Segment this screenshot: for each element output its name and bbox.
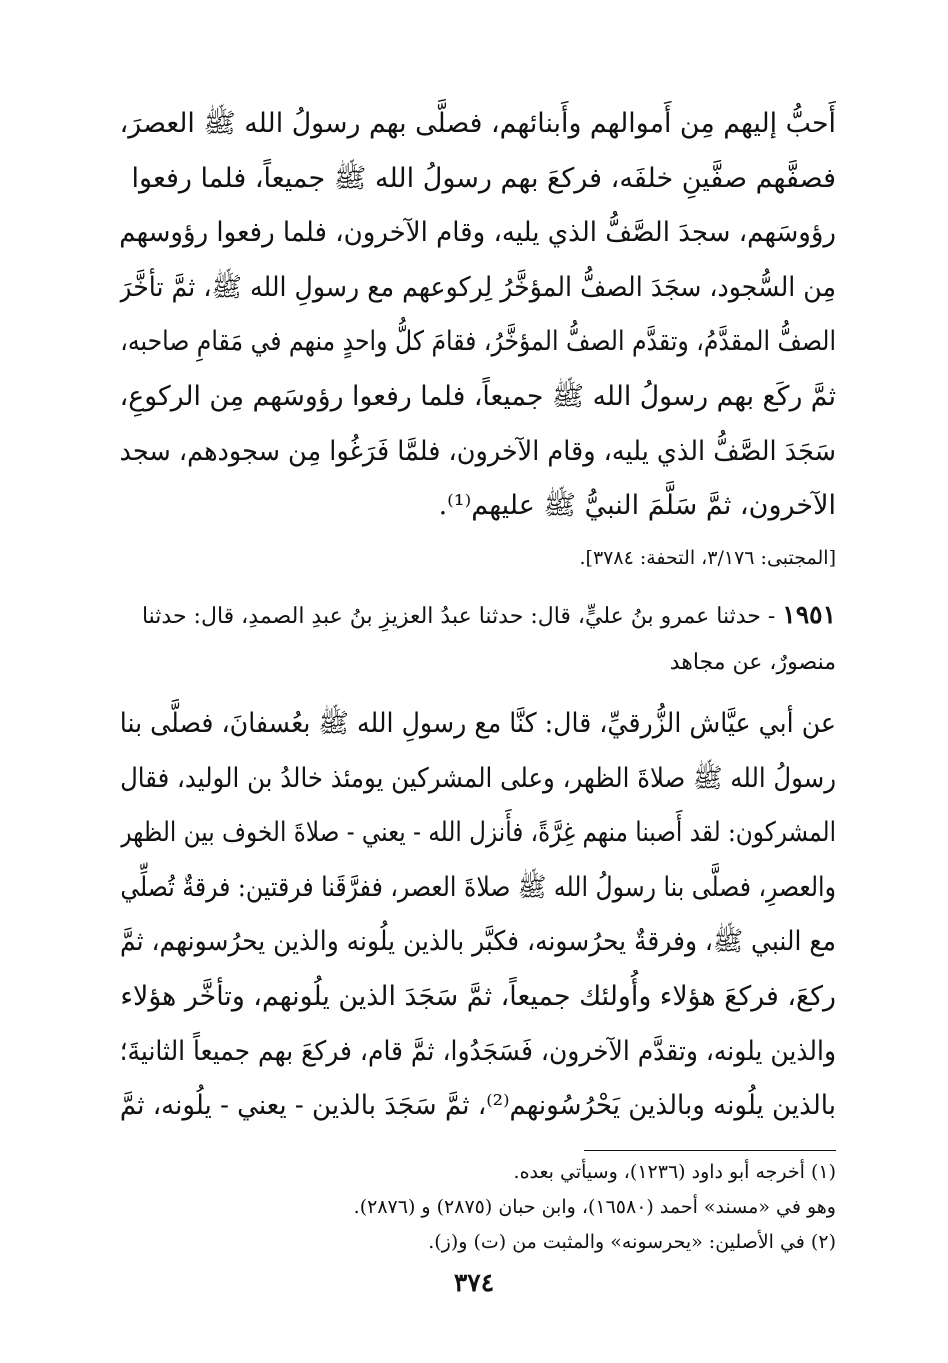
- text-line: أَحبُّ إليهم مِن أَموالهم وأَبنائهم، فصلَّى بهم رسولُ الله ﷺ العصرَ،: [120, 108, 836, 139]
- page-number: ٣٧٤: [453, 1268, 495, 1297]
- text-line: بالذين يلُونه وبالذين يَحْرُسُونهم⁽²⁾، ثمَّ سَجَدَ بالذين - يعني - يلُونه، ثمَّ: [120, 1090, 836, 1122]
- text-line: رؤوسَهم، سجدَ الصَّفُّ الذي يليه، وقام الآخرون، فلما رفعوا رؤوسهم: [119, 217, 836, 249]
- text-line: فصفَّهم صفَّينِ خلفَه، فركعَ بهم رسولُ الله ﷺ جميعاً، فلما رفعوا: [131, 162, 836, 194]
- footnote: (١) أخرجه أبو داود (١٢٣٦)، وسيأتي بعده.: [513, 1161, 836, 1183]
- hadith-chain: [120, 592, 836, 686]
- text-line: ثمَّ ركَع بهم رسولُ الله ﷺ جميعاً، فلما رفعوا رؤوسَهم مِن الركوعِ،: [119, 380, 836, 412]
- text-line: الصفُّ المقدَّمُ، وتقدَّم الصفُّ المؤخَّرُ، فقامَ كلُّ واحدٍ منهم في مَقامِ صاحبه،: [120, 326, 836, 358]
- footnote-divider: [584, 1150, 836, 1151]
- hadith-chain-line: منصورٌ، عن مجاهد: [669, 650, 836, 675]
- text-line: والذين يلونه، وتقدَّم الآخرون، فَسَجَدُوا، ثمَّ قام، فركعَ بهم جميعاً الثانيةَ؛: [120, 1035, 836, 1067]
- text-line: سَجَدَ الصَّفُّ الذي يليه، وقام الآخرون، فلمَّا فَرَغُوا مِن سجودهم، سجد: [119, 435, 836, 467]
- text-line: عن أبي عيَّاش الزُّرقيِّ، قال: كنَّا مع رسولِ الله ﷺ بعُسفانَ، فصلَّى بنا: [119, 708, 836, 739]
- reference-text: [المجتبى: ٣/١٧٦، التحفة: ٣٧٨٤].: [579, 547, 836, 569]
- text-line: والعصرِ، فصلَّى بنا رسولُ الله ﷺ صلاةَ العصر، ففرَّقَنا فرقتين: فرقةٌ تُصلِّي: [120, 871, 836, 903]
- paragraph-1: [120, 97, 836, 534]
- paragraph-2: [120, 697, 836, 1134]
- text-line: المشركون: لقد أَصبنا منهم غِرَّةً، فأَنزل الله - يعني - صلاةَ الخوف بين الظهر: [120, 817, 836, 849]
- footnote: (٢) في الأصلين: «يحرسونه» والمثبت من (ت) و(ز).: [428, 1231, 836, 1253]
- text-line: مِن السُّجود، سجَدَ الصفُّ المؤخَّرُ لِركوعهم مع رسولِ الله ﷺ، ثمَّ تأخَّرَ: [119, 271, 836, 303]
- hadith-chain-line: [120, 592, 836, 640]
- hadith-number: ١٩٥١: [782, 600, 836, 629]
- footnotes: [120, 1155, 836, 1260]
- text-line: رسولُ الله ﷺ صلاةَ الظهر، وعلى المشركين يومئذ خالدُ بن الوليد، فقال: [120, 762, 836, 794]
- hadith-chain-text: - حدثنا عمرو بنُ عليٍّ، قال: حدثنا عبدُ العزيزِ بنُ عبدِ الصمدِ، قال: حدثنا: [141, 604, 776, 629]
- footnote: وهو في «مسند» أحمد (١٦٥٨٠)، وابن حبان (٢٨٧٥) و (٢٨٧٦).: [353, 1196, 836, 1218]
- text-line: ركعَ، فركعَ هؤلاء وأُولئك جميعاً، ثمَّ سَجَدَ الذين يلُونهم، وتأخَّر هؤلاء: [120, 980, 836, 1012]
- source-reference: [120, 543, 836, 573]
- text-line: مع النبي ﷺ، وفرقةٌ يحرُسونه، فكبَّر بالذين يلُونه والذين يحرُسونهم، ثمَّ: [120, 926, 836, 958]
- text-line: الآخرون، ثمَّ سَلَّمَ النبيُّ ﷺ عليهم⁽¹⁾.: [438, 490, 836, 522]
